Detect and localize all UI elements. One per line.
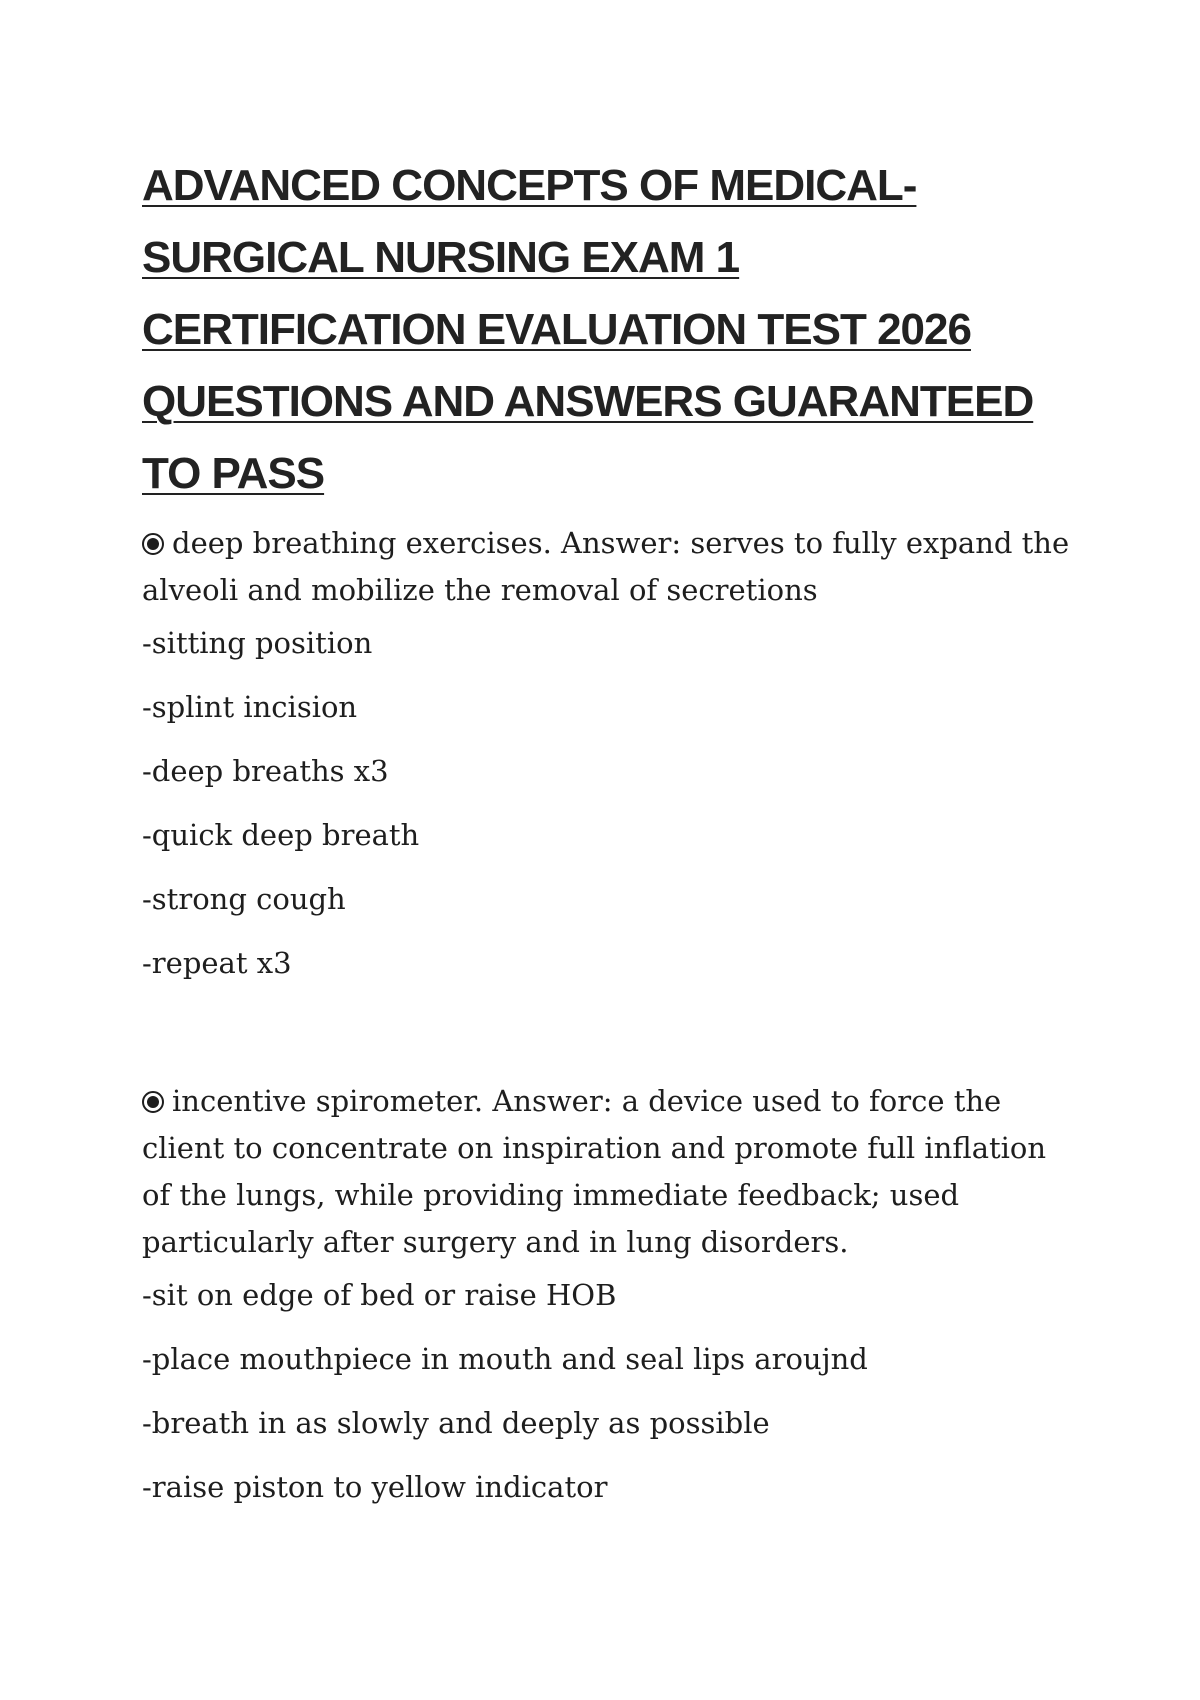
step-item: -splint incision: [142, 690, 358, 724]
qa-question-text: incentive spirometer. Answer: a device used to force the client to concentrate on inspiration and promote full inflation of the lungs, while providing immediate feedback; used particularly after surgery and in lung disorders.: [142, 1084, 1047, 1259]
steps-list: [142, 1280, 1082, 1502]
step-item: -breath in as slowly and deeply as possible: [142, 1406, 770, 1440]
qa-question: [142, 1078, 1082, 1266]
step-item: -raise piston to yellow indicator: [142, 1470, 608, 1504]
qa-entry-deep-breathing: [142, 520, 1082, 1012]
step-item: -place mouthpiece in mouth and seal lips aroujnd: [142, 1342, 868, 1376]
step-item: -deep breaths x3: [142, 754, 389, 788]
step-item: -quick deep breath: [142, 818, 420, 852]
step-item: -sitting position: [142, 626, 373, 660]
step-item: -sit on edge of bed or raise HOB: [142, 1278, 617, 1312]
document-title: ADVANCED CONCEPTS OF MEDICAL-SURGICAL NURSING EXAM 1 CERTIFICATION EVALUATION TEST 2026 QUESTIONS AND ANSWERS GUARANTEED TO PASS: [142, 161, 1034, 498]
radio-bullet-icon: [142, 533, 164, 555]
step-item: -strong cough: [142, 882, 346, 916]
qa-question: [142, 520, 1082, 614]
steps-list: [142, 628, 1082, 978]
qa-entry-incentive-spirometer: [142, 1078, 1082, 1536]
step-item: -repeat x3: [142, 946, 292, 980]
radio-bullet-icon: [142, 1091, 164, 1113]
qa-question-text: deep breathing exercises. Answer: serves to fully expand the alveoli and mobilize the removal of secretions: [142, 526, 1070, 607]
